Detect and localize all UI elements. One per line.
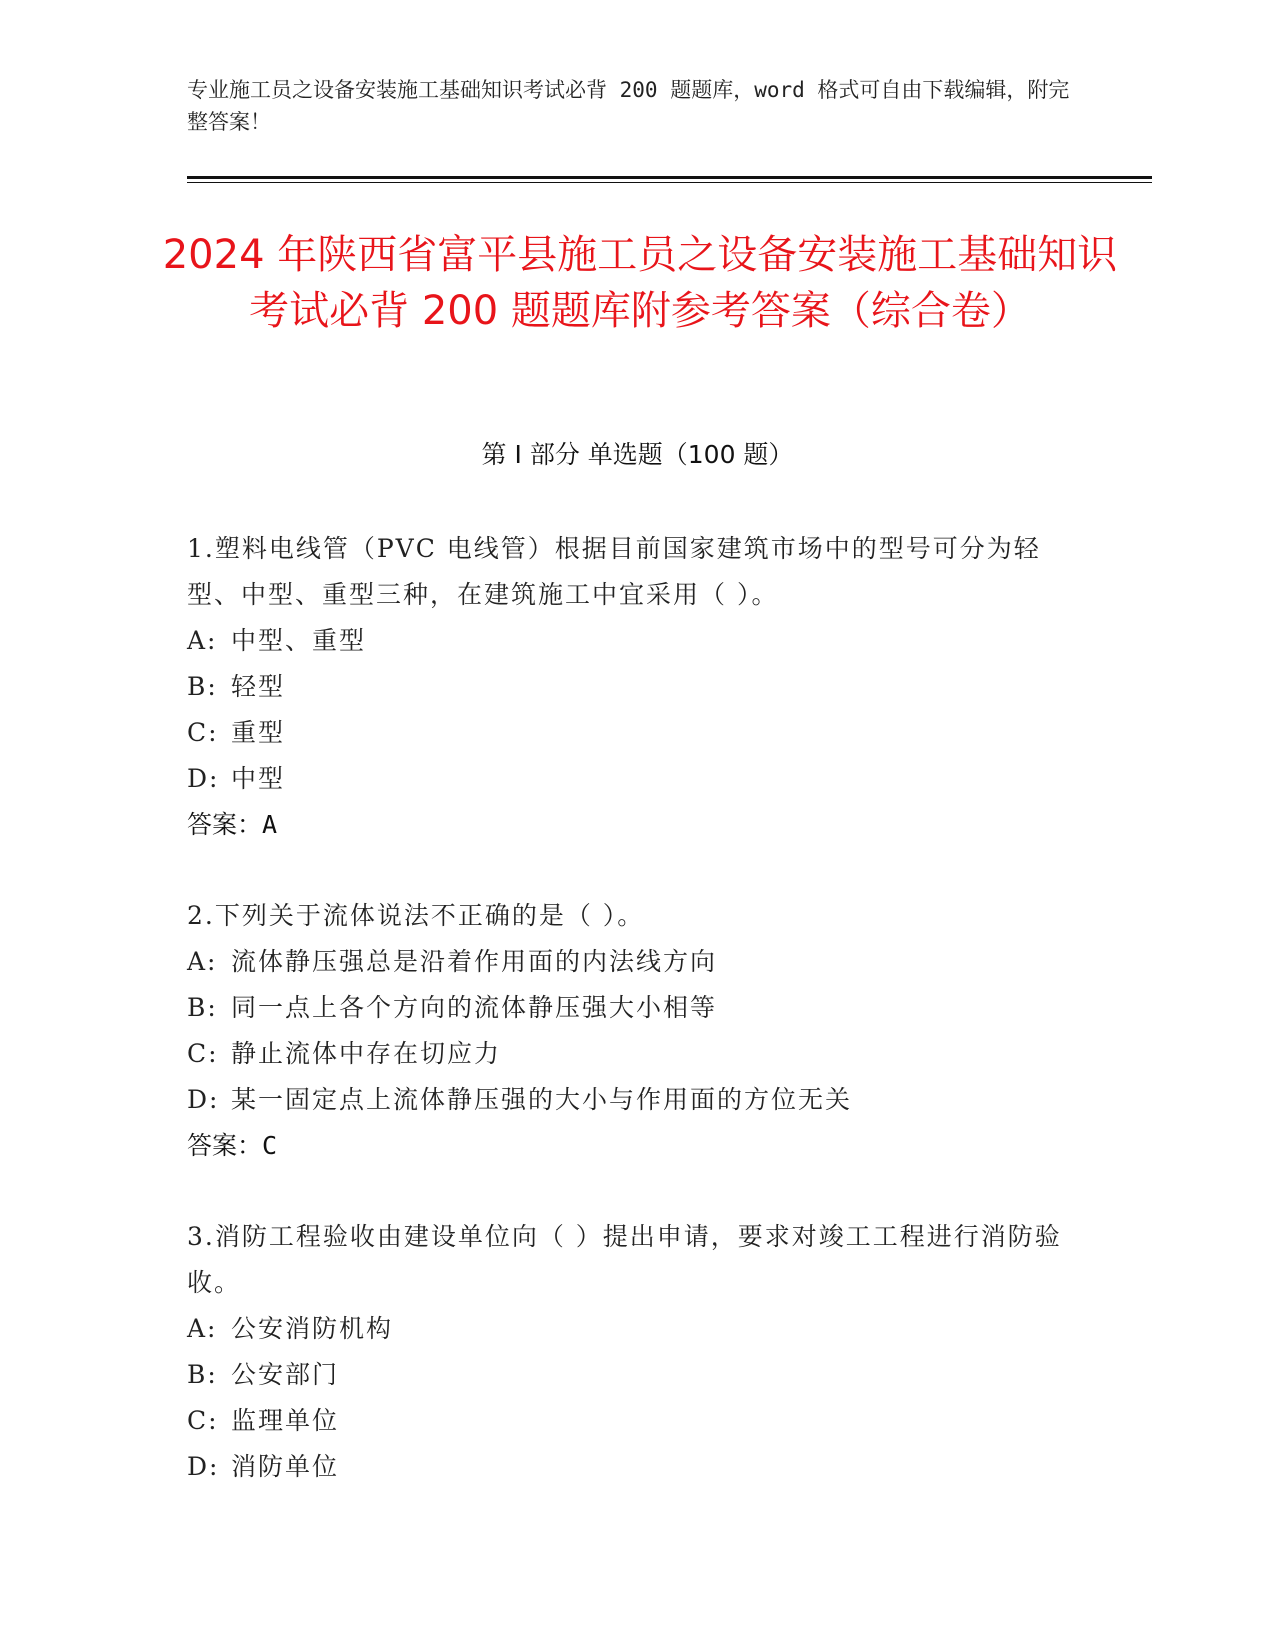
- option-text: 某一固定点上流体静压强的大小与作用面的方位无关: [231, 1085, 853, 1114]
- header-rule-thick: [187, 176, 1152, 179]
- option-a: [187, 1306, 1087, 1352]
- option-text: 中型: [231, 764, 286, 793]
- answer-value: A: [262, 810, 278, 839]
- option-b: [187, 664, 1087, 710]
- document-title: 2024 年陕西省富平县施工员之设备安装施工基础知识考试必背 200 题题库附参考答案（综合卷）: [162, 232, 1118, 334]
- header-note: 专业施工员之设备安装施工基础知识考试必背 200 题题库，word 格式可自由下载编辑，附完整答案！: [187, 78, 1070, 134]
- option-text: 重型: [231, 718, 286, 747]
- option-d: [187, 756, 1087, 802]
- header-rule-thin: [187, 182, 1152, 183]
- option-a: [187, 939, 1087, 985]
- option-d: [187, 1444, 1087, 1490]
- option-key: C:: [187, 1039, 219, 1068]
- question-stem: 3.消防工程验收由建设单位向（ ）提出申请，要求对竣工工程进行消防验收。: [187, 1222, 1062, 1297]
- answer-label: 答案：: [187, 1131, 263, 1160]
- option-text: 中型、重型: [231, 626, 367, 655]
- answer-value: C: [262, 1131, 278, 1160]
- question-stem: 1.塑料电线管（PVC 电线管）根据目前国家建筑市场中的型号可分为轻型、中型、重型三种，在建筑施工中宜采用（ ）。: [187, 534, 1041, 609]
- option-text: 静止流体中存在切应力: [231, 1039, 502, 1068]
- option-c: [187, 1031, 1087, 1077]
- question-list: [187, 526, 1087, 1535]
- option-text: 同一点上各个方向的流体静压强大小相等: [231, 993, 718, 1022]
- option-key: D:: [187, 1085, 220, 1114]
- option-key: B:: [187, 1360, 218, 1389]
- option-key: D:: [187, 1452, 220, 1481]
- option-key: A:: [187, 1314, 218, 1343]
- option-key: C:: [187, 1406, 219, 1435]
- option-text: 公安部门: [231, 1360, 340, 1389]
- question-stem: 2.下列关于流体说法不正确的是（ ）。: [187, 901, 645, 930]
- option-b: [187, 985, 1087, 1031]
- answer-line: [187, 1123, 1087, 1169]
- option-text: 监理单位: [231, 1406, 340, 1435]
- option-c: [187, 1398, 1087, 1444]
- option-key: B:: [187, 672, 218, 701]
- option-a: [187, 618, 1087, 664]
- option-key: D:: [187, 764, 220, 793]
- option-text: 公安消防机构: [231, 1314, 394, 1343]
- answer-line: [187, 802, 1087, 848]
- question-3: [187, 1214, 1087, 1490]
- option-d: [187, 1077, 1087, 1123]
- option-key: B:: [187, 993, 218, 1022]
- question-2: [187, 893, 1087, 1169]
- option-text: 轻型: [231, 672, 286, 701]
- option-text: 流体静压强总是沿着作用面的内法线方向: [231, 947, 718, 976]
- option-text: 消防单位: [231, 1452, 340, 1481]
- option-b: [187, 1352, 1087, 1398]
- section-title: 第 I 部分 单选题（100 题）: [481, 440, 794, 469]
- option-key: A:: [187, 947, 218, 976]
- option-c: [187, 710, 1087, 756]
- question-1: [187, 526, 1087, 848]
- answer-label: 答案：: [187, 810, 263, 839]
- option-key: A:: [187, 626, 218, 655]
- option-key: C:: [187, 718, 219, 747]
